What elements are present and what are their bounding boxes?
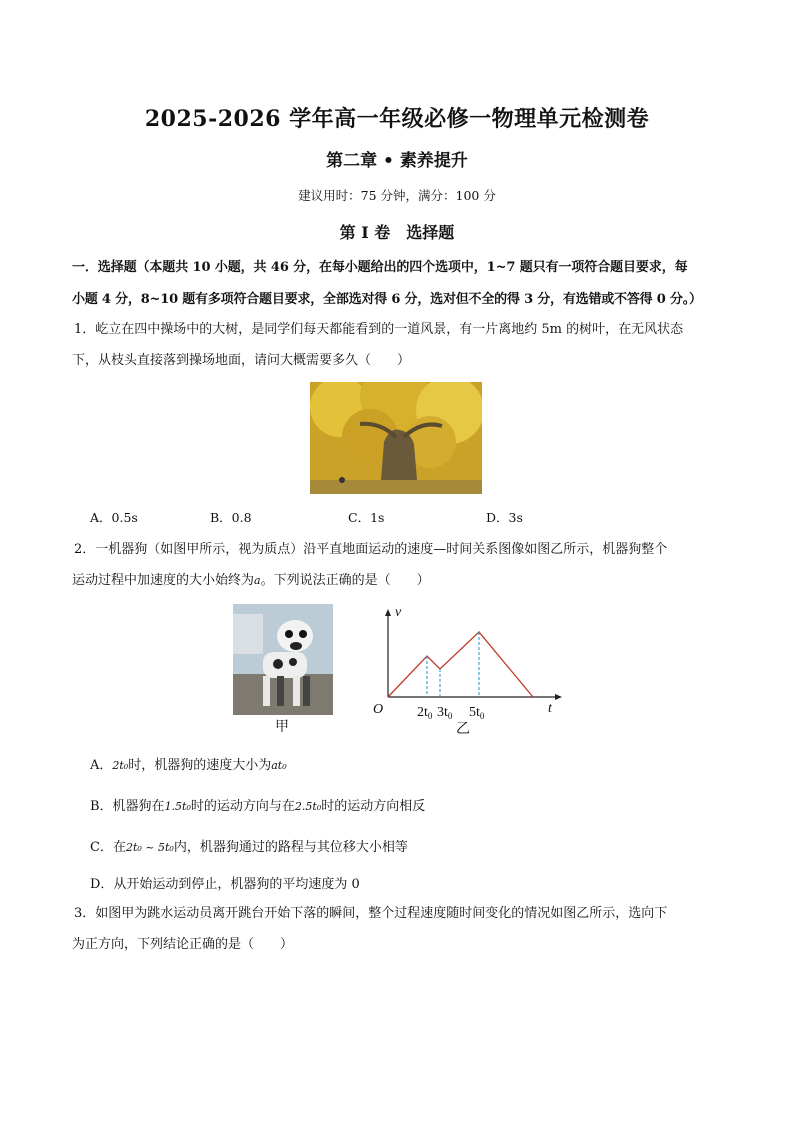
t-label: t xyxy=(548,701,552,716)
instructions-line-2: 小题 4 分，8~10 题有多项符合题目要求，全部选对得 6 分，选对但不全的得 3 分，有选错或不答得 0 分。） xyxy=(72,292,702,307)
tick-2t0-sub: 0 xyxy=(427,711,433,721)
q3-text-line-2: 为正方向，下列结论正确的是（ ） xyxy=(72,937,294,952)
q2-text-line-2 xyxy=(72,571,722,591)
q2-option-b-p1: B．机器狗在 xyxy=(90,799,165,814)
tick-3t0 xyxy=(437,705,453,721)
q2-option-a-p1: A． xyxy=(90,758,113,773)
q2-option-b[interactable] xyxy=(90,795,425,814)
q1-text-line-2: 下，从枝头直接落到操场地面，请问大概需要多久（ ） xyxy=(72,353,411,368)
tick-5t0-sub: 0 xyxy=(479,711,485,721)
q2-option-b-p2: 时的运动方向与在 xyxy=(190,799,295,814)
q2-option-c[interactable] xyxy=(90,836,408,855)
t-axis-arrow-icon xyxy=(555,694,562,700)
section-heading: 第 I 卷 选择题 xyxy=(339,223,455,242)
q2-line2-prefix: 运动过程中加速度的大小始终为 xyxy=(72,573,255,588)
q2-option-b-m1: 1.5t₀ xyxy=(164,800,191,813)
q2-option-a-p2: 时，机器狗的速度大小为 xyxy=(128,758,272,773)
caption-jia: 甲 xyxy=(275,719,289,735)
q1-text-line-1: 1．屹立在四中操场中的大树，是同学们每天都能看到的一道风景，有一片离地约 5m 的树叶，在无风状态 xyxy=(74,322,684,337)
q2-option-c-p2: 内，机器狗通过的路程与其位移大小相等 xyxy=(173,840,408,855)
tick-2t0 xyxy=(417,705,433,721)
v-label: v xyxy=(395,605,402,620)
exam-meta: 建议用时：75 分钟，满分：100 分 xyxy=(298,188,496,203)
v-axis-arrow-icon xyxy=(385,609,391,616)
chapter-subtitle: 第二章 • 素养提升 xyxy=(326,151,468,171)
q2-option-b-p3: 时的运动方向相反 xyxy=(321,799,426,814)
q2-option-d[interactable]: D．从开始运动到停止，机器狗的平均速度为 0 xyxy=(90,877,360,892)
tick-5t0-main: 5t xyxy=(469,705,480,720)
q2-option-a-m2: at₀ xyxy=(271,759,287,772)
q2-option-c-m1: 2t₀ ~ 5t₀ xyxy=(125,841,174,854)
tick-3t0-main: 3t xyxy=(437,705,448,720)
velocity-curve xyxy=(388,632,533,697)
robot-dog-photo xyxy=(233,604,333,715)
q2-text-line-1: 2．一机器狗（如图甲所示，视为质点）沿平直地面运动的速度—时间关系图像如图乙所示，机器狗整个 xyxy=(74,542,668,557)
tick-3t0-sub: 0 xyxy=(447,711,453,721)
tick-5t0 xyxy=(469,705,485,721)
q2-line2-variable: a xyxy=(254,574,261,587)
q2-option-a-m1: 2t₀ xyxy=(112,759,129,772)
q2-line2-suffix: 。下列说法正确的是（ ） xyxy=(260,573,430,588)
q1-option-b[interactable]: B．0.8 xyxy=(210,510,252,525)
origin-label: O xyxy=(373,702,384,717)
q1-option-c[interactable]: C．1s xyxy=(348,510,385,525)
q3-text-line-1: 3．如图甲为跳水运动员离开跳台开始下落的瞬间，整个过程速度随时间变化的情况如图乙所示，选向下 xyxy=(74,906,668,921)
q1-option-d[interactable]: D．3s xyxy=(486,510,523,525)
q2-option-c-p1: C．在 xyxy=(90,840,126,855)
q2-option-a[interactable] xyxy=(90,754,287,773)
tree-photo xyxy=(310,382,482,494)
page-title: 2025-2026 学年高一年级必修一物理单元检测卷 xyxy=(144,106,650,132)
q2-option-b-m2: 2.5t₀ xyxy=(294,800,322,813)
caption-yi: 乙 xyxy=(456,721,470,737)
q1-option-a[interactable]: A．0.5s xyxy=(90,510,138,525)
tick-2t0-main: 2t xyxy=(417,705,428,720)
instructions-line-1: 一．选择题（本题共 10 小题，共 46 分，在每小题给出的四个选项中，1~7 题只有一项符合题目要求，每 xyxy=(72,260,688,275)
